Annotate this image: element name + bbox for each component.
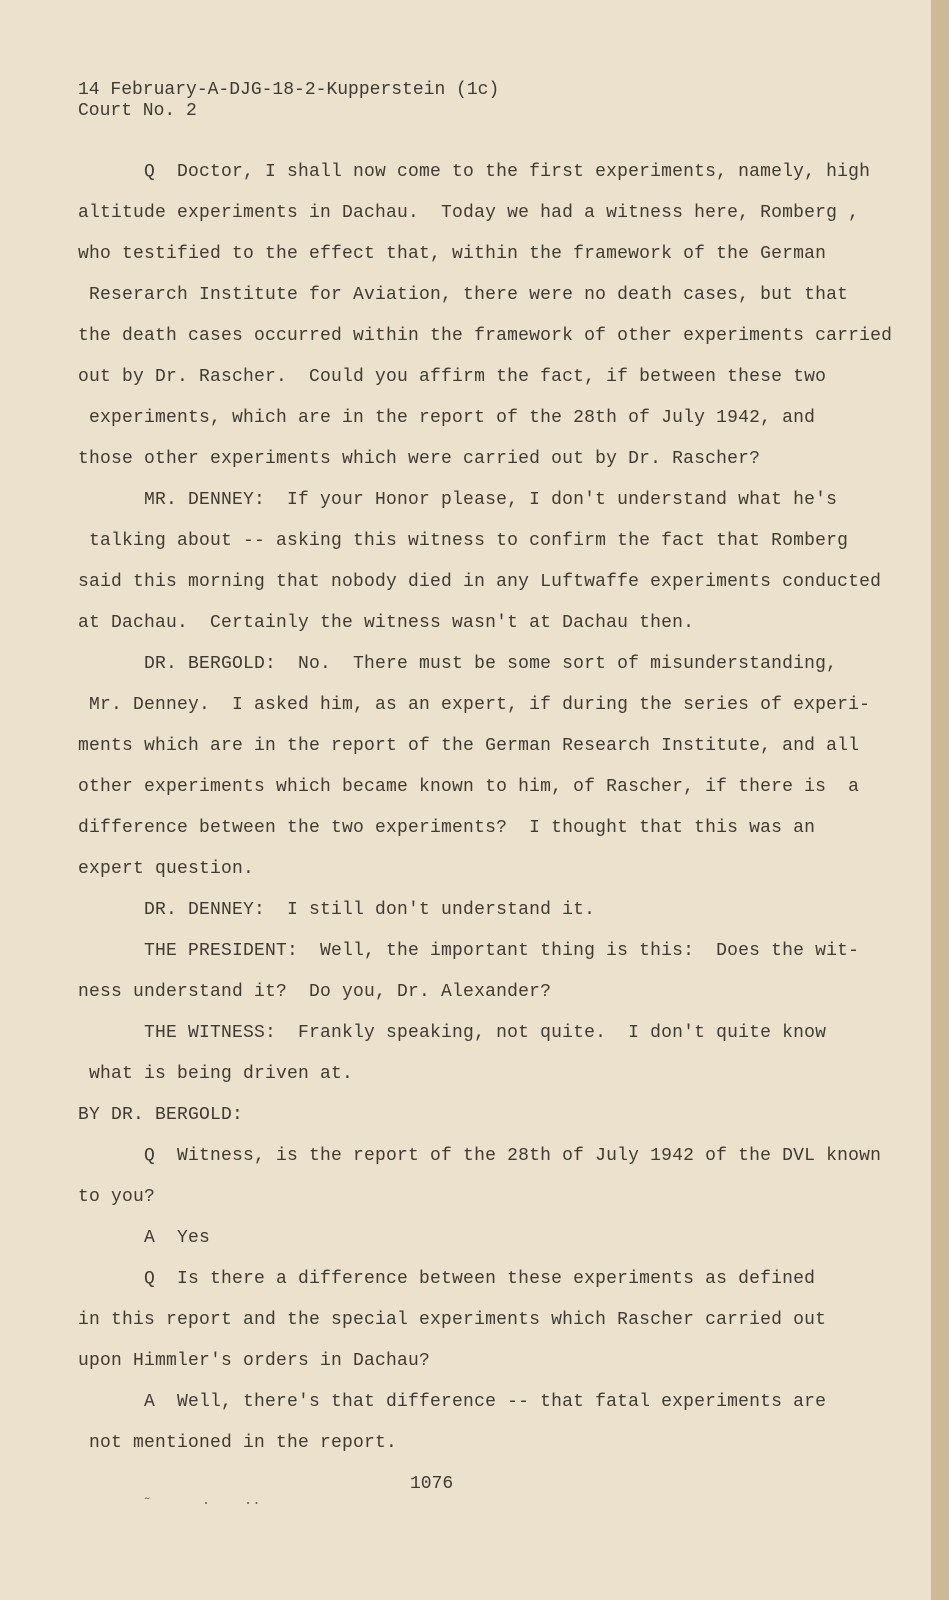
transcript-line: Mr. Denney. I asked him, as an expert, if during the series of experi- xyxy=(78,695,871,715)
transcript-line: talking about -- asking this witness to confirm the fact that Romberg xyxy=(78,531,849,551)
transcript-line: who testified to the effect that, within the framework of the German xyxy=(78,244,827,264)
transcript-line: Q Is there a difference between these experiments as defined xyxy=(78,1269,816,1289)
transcript-line: ments which are in the report of the German Research Institute, and all xyxy=(78,736,860,756)
page-number: 1076 xyxy=(410,1474,454,1494)
transcript-line: not mentioned in the report. xyxy=(78,1433,398,1453)
transcript-line: experiments, which are in the report of the 28th of July 1942, and xyxy=(78,408,816,428)
transcript-line: A Yes xyxy=(78,1228,211,1248)
transcript-line: difference between the two experiments? I thought that this was an xyxy=(78,818,816,838)
transcript-line: altitude experiments in Dachau. Today we had a witness here, Romberg , xyxy=(78,203,860,223)
transcript-line: DR. DENNEY: I still don't understand it. xyxy=(78,900,596,920)
transcript-line: the death cases occurred within the framework of other experiments carried xyxy=(78,326,893,346)
transcript-line: MR. DENNEY: If your Honor please, I don't understand what he's xyxy=(78,490,838,510)
transcript-line: A Well, there's that difference -- that fatal experiments are xyxy=(78,1392,827,1412)
transcript-line: BY DR. BERGOLD: xyxy=(78,1105,244,1125)
transcript-line: to you? xyxy=(78,1187,156,1207)
document-header xyxy=(78,80,499,122)
transcript-line: other experiments which became known to him, of Rascher, if there is a xyxy=(78,777,860,797)
header-court-number: Court No. 2 xyxy=(78,101,197,121)
transcript-line: ness understand it? Do you, Dr. Alexander? xyxy=(78,982,552,1002)
transcript-line: THE PRESIDENT: Well, the important thing is this: Does the wit- xyxy=(78,941,860,961)
header-file-reference: 14 February-A-DJG-18-2-Kupperstein (1c) xyxy=(78,80,500,100)
transcript-line: those other experiments which were carried out by Dr. Rascher? xyxy=(78,449,761,469)
transcript-line: Reserarch Institute for Aviation, there were no death cases, but that xyxy=(78,285,849,305)
transcript-line: out by Dr. Rascher. Could you affirm the fact, if between these two xyxy=(78,367,827,387)
transcript-line: what is being driven at. xyxy=(78,1064,354,1084)
transcript-line: DR. BERGOLD: No. There must be some sort of misunderstanding, xyxy=(78,654,838,674)
paper-specks: ˜ · ·· xyxy=(143,1496,261,1512)
transcript-line: Q Doctor, I shall now come to the first experiments, namely, high xyxy=(78,162,871,182)
transcript-line: THE WITNESS: Frankly speaking, not quite. I don't quite know xyxy=(78,1023,827,1043)
transcript-line: said this morning that nobody died in any Luftwaffe experiments conducted xyxy=(78,572,882,592)
transcript-line: upon Himmler's orders in Dachau? xyxy=(78,1351,431,1371)
transcript-line: in this report and the special experiments which Rascher carried out xyxy=(78,1310,827,1330)
transcript-line: Q Witness, is the report of the 28th of July 1942 of the DVL known xyxy=(78,1146,882,1166)
transcript-line: at Dachau. Certainly the witness wasn't at Dachau then. xyxy=(78,613,695,633)
transcript-line: expert question. xyxy=(78,859,255,879)
